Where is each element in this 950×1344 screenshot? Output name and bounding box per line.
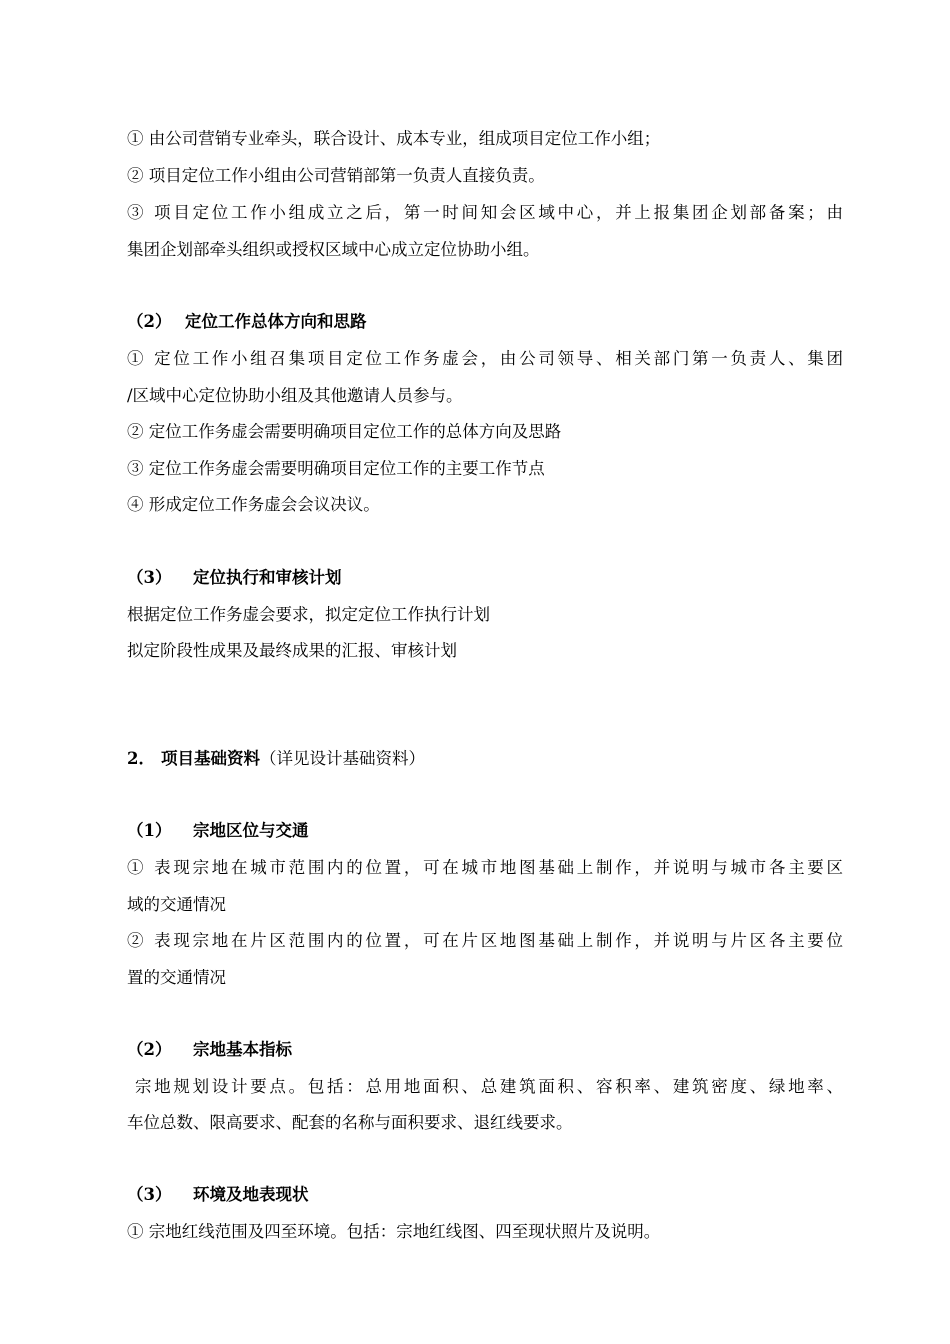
paragraph-line: /区域中心定位协助小组及其他邀请人员参与。	[127, 386, 463, 405]
subsection-number: （3）	[127, 1185, 172, 1204]
subsection-title: 环境及地表现状	[193, 1185, 309, 1204]
paragraph-line: 拟定阶段性成果及最终成果的汇报、审核计划	[127, 641, 457, 660]
paragraph-line: ① 由公司营销专业牵头，联合设计、成本专业，组成项目定位工作小组；	[127, 129, 661, 148]
paragraph-line: 域的交通情况	[127, 895, 226, 914]
section-note: （详见设计基础资料）	[260, 749, 425, 768]
paragraph-line: 置的交通情况	[127, 968, 226, 987]
paragraph-line: ④ 形成定位工作务虚会会议决议。	[127, 495, 380, 514]
paragraph-line: ① 表现宗地在城市范围内的位置，可在城市地图基础上制作，并说明与城市各主要区	[127, 858, 843, 877]
paragraph-line: 宗地规划设计要点。包括：总用地面积、总建筑面积、容积率、建筑密度、绿地率、	[127, 1077, 843, 1096]
subsection-title: 宗地基本指标	[193, 1040, 292, 1059]
section-heading	[127, 748, 843, 770]
paragraph-line: 根据定位工作务虚会要求，拟定定位工作执行计划	[127, 605, 490, 624]
paragraph-line: ③ 项目定位工作小组成立之后，第一时间知会区域中心，并上报集团企划部备案；由	[127, 203, 843, 222]
paragraph-line: ② 表现宗地在片区范围内的位置，可在片区地图基础上制作，并说明与片区各主要位	[127, 931, 843, 950]
subsection-title: 宗地区位与交通	[193, 821, 309, 840]
paragraph-line: ② 项目定位工作小组由公司营销部第一负责人直接负责。	[127, 166, 545, 185]
paragraph-line: 集团企划部牵头组织或授权区域中心成立定位协助小组。	[127, 240, 540, 259]
paragraph-line: ② 定位工作务虚会需要明确项目定位工作的总体方向及思路	[127, 422, 562, 441]
subsection-number: （3）	[127, 568, 172, 587]
subsection-heading	[127, 820, 843, 842]
subsection-heading	[127, 567, 843, 589]
paragraph-line: 车位总数、限高要求、配套的名称与面积要求、退红线要求。	[127, 1113, 573, 1132]
subsection-number: （2）	[127, 1040, 172, 1059]
paragraph-line: ① 宗地红线范围及四至环境。包括：宗地红线图、四至现状照片及说明。	[127, 1222, 661, 1241]
subsection-number: （1）	[127, 821, 172, 840]
subsection-title: 定位工作总体方向和思路	[185, 312, 367, 331]
subsection-heading	[127, 311, 843, 333]
subsection-heading	[127, 1039, 843, 1061]
subsection-heading	[127, 1184, 843, 1206]
subsection-number: （2）	[127, 312, 172, 331]
section-title: 项目基础资料	[161, 749, 260, 768]
paragraph-line: ③ 定位工作务虚会需要明确项目定位工作的主要工作节点	[127, 459, 545, 478]
subsection-title: 定位执行和审核计划	[193, 568, 342, 587]
section-number: 2．	[127, 749, 155, 768]
paragraph-line: ① 定位工作小组召集项目定位工作务虚会，由公司领导、相关部门第一负责人、集团	[127, 349, 843, 368]
